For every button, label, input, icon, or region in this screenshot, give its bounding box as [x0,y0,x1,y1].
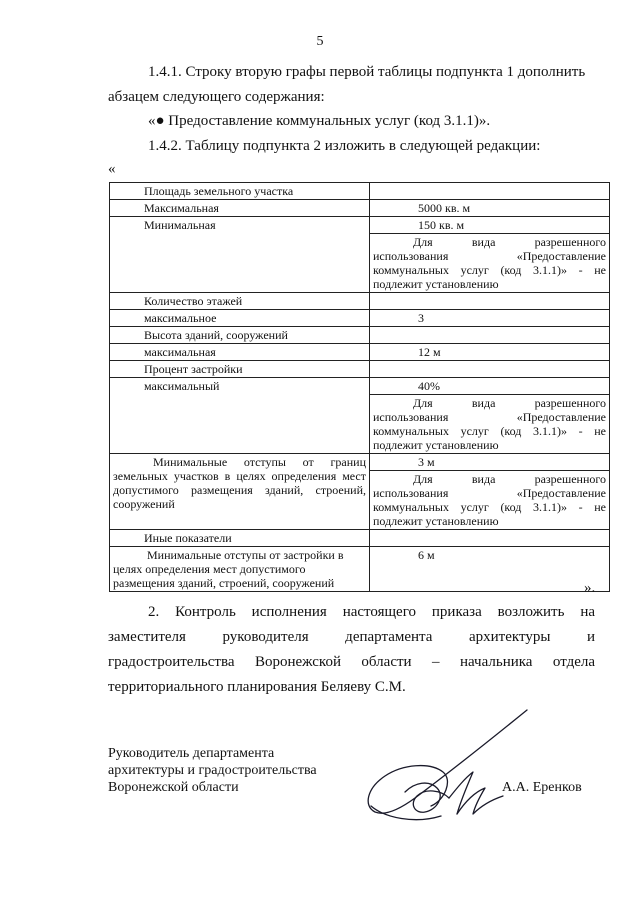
signatory-title-line-3: Воронежской области [108,780,239,795]
table-row [110,327,610,344]
table-row [110,217,610,234]
table-row [110,530,610,547]
table-row [110,200,610,217]
table-row [110,344,610,361]
paragraph-1-4-2: 1.4.2. Таблицу подпункта 2 изложить в следующей редакции: [148,138,541,154]
close-quote: ». [584,580,596,596]
cell-text: Минимальные отступы от застройки в целях определения мест допустимого размещения зданий, строений, сооружений [113,548,344,590]
table-row [110,293,610,310]
table-cell: Максимальная [110,200,370,217]
table-cell: максимальный [110,378,370,454]
signatory-title-line-2: архитектуры и градостроительства [108,763,317,778]
signatory-name: А.А. Еренков [502,780,582,795]
table-row [110,454,610,471]
table-cell [370,327,610,344]
signatory-title-line-1: Руководитель департамента [108,746,275,761]
paragraph-2-line-1: 2. Контроль исполнения настоящего приказа возложить на [148,604,595,620]
table-cell: Высота зданий, сооружений [110,327,370,344]
table-cell [370,471,610,530]
table-cell: 40% [370,378,610,395]
handwritten-signature-icon [345,706,545,836]
table-cell: максимальная [110,344,370,361]
table-cell: 3 [370,310,610,327]
signatory-title [108,745,317,796]
table-cell [110,454,370,530]
paragraph-2-line-3: градостроительства Воронежской области – начальника отдела [108,654,595,670]
table-cell [370,395,610,454]
table-cell [370,530,610,547]
table-row [110,183,610,200]
table-cell [370,361,610,378]
table-cell: Минимальная [110,217,370,293]
table-cell: Площадь земельного участка [110,183,370,200]
table-cell: 150 кв. м [370,217,610,234]
table-cell: максимальное [110,310,370,327]
table-cell: 6 м [370,547,610,592]
cell-text: Для вида разрешенного использования «Предоставление коммунальных услуг (код 3.1.1)» - не подлежит установлению [373,472,606,528]
table-cell: Иные показатели [110,530,370,547]
page-number: 5 [316,34,324,49]
table-cell [370,183,610,200]
paragraph-1-4-1-line-1: 1.4.1. Строку вторую графы первой таблицы подпункта 1 дополнить [148,64,586,80]
paragraph-2-line-4: территориального планирования Беляеву С.М. [108,679,406,695]
cell-text: Для вида разрешенного использования «Предоставление коммунальных услуг (код 3.1.1)» - не подлежит установлению [373,396,606,452]
table-row [110,378,610,395]
table-cell: 3 м [370,454,610,471]
table-cell: Количество этажей [110,293,370,310]
table-cell: 5000 кв. м [370,200,610,217]
table-row [110,310,610,327]
paragraph-1-4-1-line-2: абзацем следующего содержания: [108,89,325,105]
table-cell: 12 м [370,344,610,361]
land-parameters-table [109,182,610,592]
table-cell [370,234,610,293]
open-quote: « [108,161,116,177]
paragraph-1-4-1-line-3: «● Предоставление коммунальных услуг (код 3.1.1)». [148,113,491,129]
table-cell: Процент застройки [110,361,370,378]
cell-text: Для вида разрешенного использования «Предоставление коммунальных услуг (код 3.1.1)» - не подлежит установлению [373,235,606,291]
table-row [110,547,610,592]
table-row [110,361,610,378]
cell-text: Минимальные отступы от границ земельных участков в целях определения мест допустимого размещения зданий, строений, сооружений [113,455,366,511]
paragraph-2-line-2: заместителя руководителя департамента архитектуры и [108,629,595,645]
table-cell [110,547,370,592]
table-cell [370,293,610,310]
